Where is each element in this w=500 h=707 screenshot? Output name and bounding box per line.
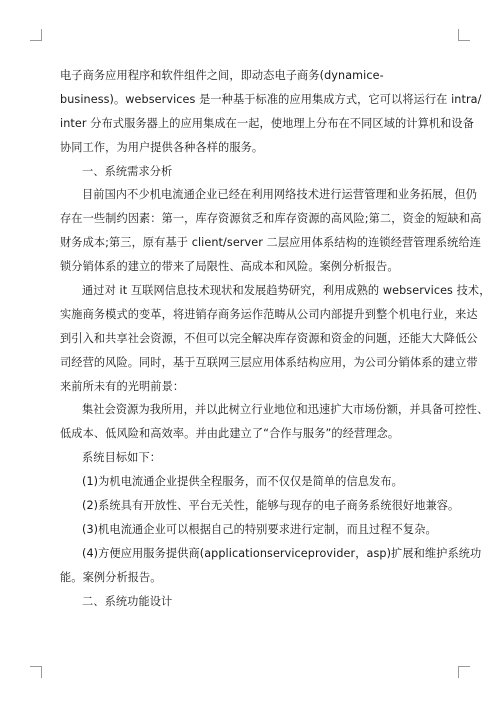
text-line: 电子商务应用程序和软件组件之间，即动态电子商务(dynamice- — [60, 69, 384, 82]
text-line: 来前所未有的光明前景： — [60, 379, 185, 393]
text-line: (3)机电流通企业可以根据自己的特别要求进行定制，而且过程不复杂。 — [82, 522, 437, 536]
text-line: (2)系统具有开放性、平台无关性，能够与现存的电子商务系统很好地兼容。 — [82, 499, 460, 513]
crop-mark-top-right — [458, 29, 470, 41]
text-line: 能。案例分析报告。 — [60, 570, 162, 584]
text-line: 协同工作，为用户提供各种各样的服务。 — [60, 140, 264, 154]
crop-mark-bottom-right — [458, 666, 470, 678]
text-line: 财务成本;第三，原有基于 client/server 二层应用体系结构的连锁经营管理系统给连 — [60, 236, 482, 250]
text-line: 一、系统需求分析 — [82, 164, 173, 178]
text-line: (4)方便应用服务提供商(applicationserviceprovider，asp)扩展和维护系统功 — [82, 546, 482, 560]
text-line: 通过对 it 互联网信息技术现状和发展趋势研究，利用成熟的 webservices 技术， — [82, 284, 491, 298]
text-line: 存在一些制约因素：第一，库存资源贫乏和库存资源的高风险;第二，资金的短缺和高 — [60, 212, 482, 226]
text-line: 低成本、低风险和高效率。并由此建立了“合作与服务”的经营理念。 — [60, 427, 400, 441]
crop-mark-bottom-left — [30, 666, 42, 678]
text-line: 到引入和共享社会资源，不但可以完全解决库存资源和资金的问题，还能大大降低公 — [60, 331, 478, 345]
text-line: (1)为机电流通企业提供全程服务，而不仅仅是简单的信息发布。 — [82, 475, 403, 489]
text-line: 实施商务模式的变革，将进销存商务运作范畴从公司内部提升到整个机电行业，来达 — [60, 307, 478, 321]
text-line: business)。webservices 是一种基于标准的应用集成方式，它可以将运行在 intra/ — [60, 92, 482, 106]
text-line: 司经营的风险。同时，基于互联网三层应用体系结构应用，为公司分销体系的建立带 — [60, 355, 478, 369]
text-line: 目前国内不少机电流通企业已经在利用网络技术进行运营管理和业务拓展，但仍 — [82, 188, 478, 202]
crop-mark-top-left — [30, 29, 42, 41]
text-line: 系统目标如下： — [82, 451, 162, 465]
text-line: 集社会资源为我所用，并以此树立行业地位和迅速扩大市场份额，并具备可控性、 — [82, 403, 489, 417]
text-line: 锁分销体系的建立的带来了局限性、高成本和风险。案例分析报告。 — [60, 260, 399, 274]
text-line: 二、系统功能设计 — [82, 594, 173, 608]
text-line: inter 分布式服务器上的应用集成在一起，使地理上分布在不同区域的计算机和设备 — [60, 116, 475, 130]
document-body — [60, 64, 491, 613]
